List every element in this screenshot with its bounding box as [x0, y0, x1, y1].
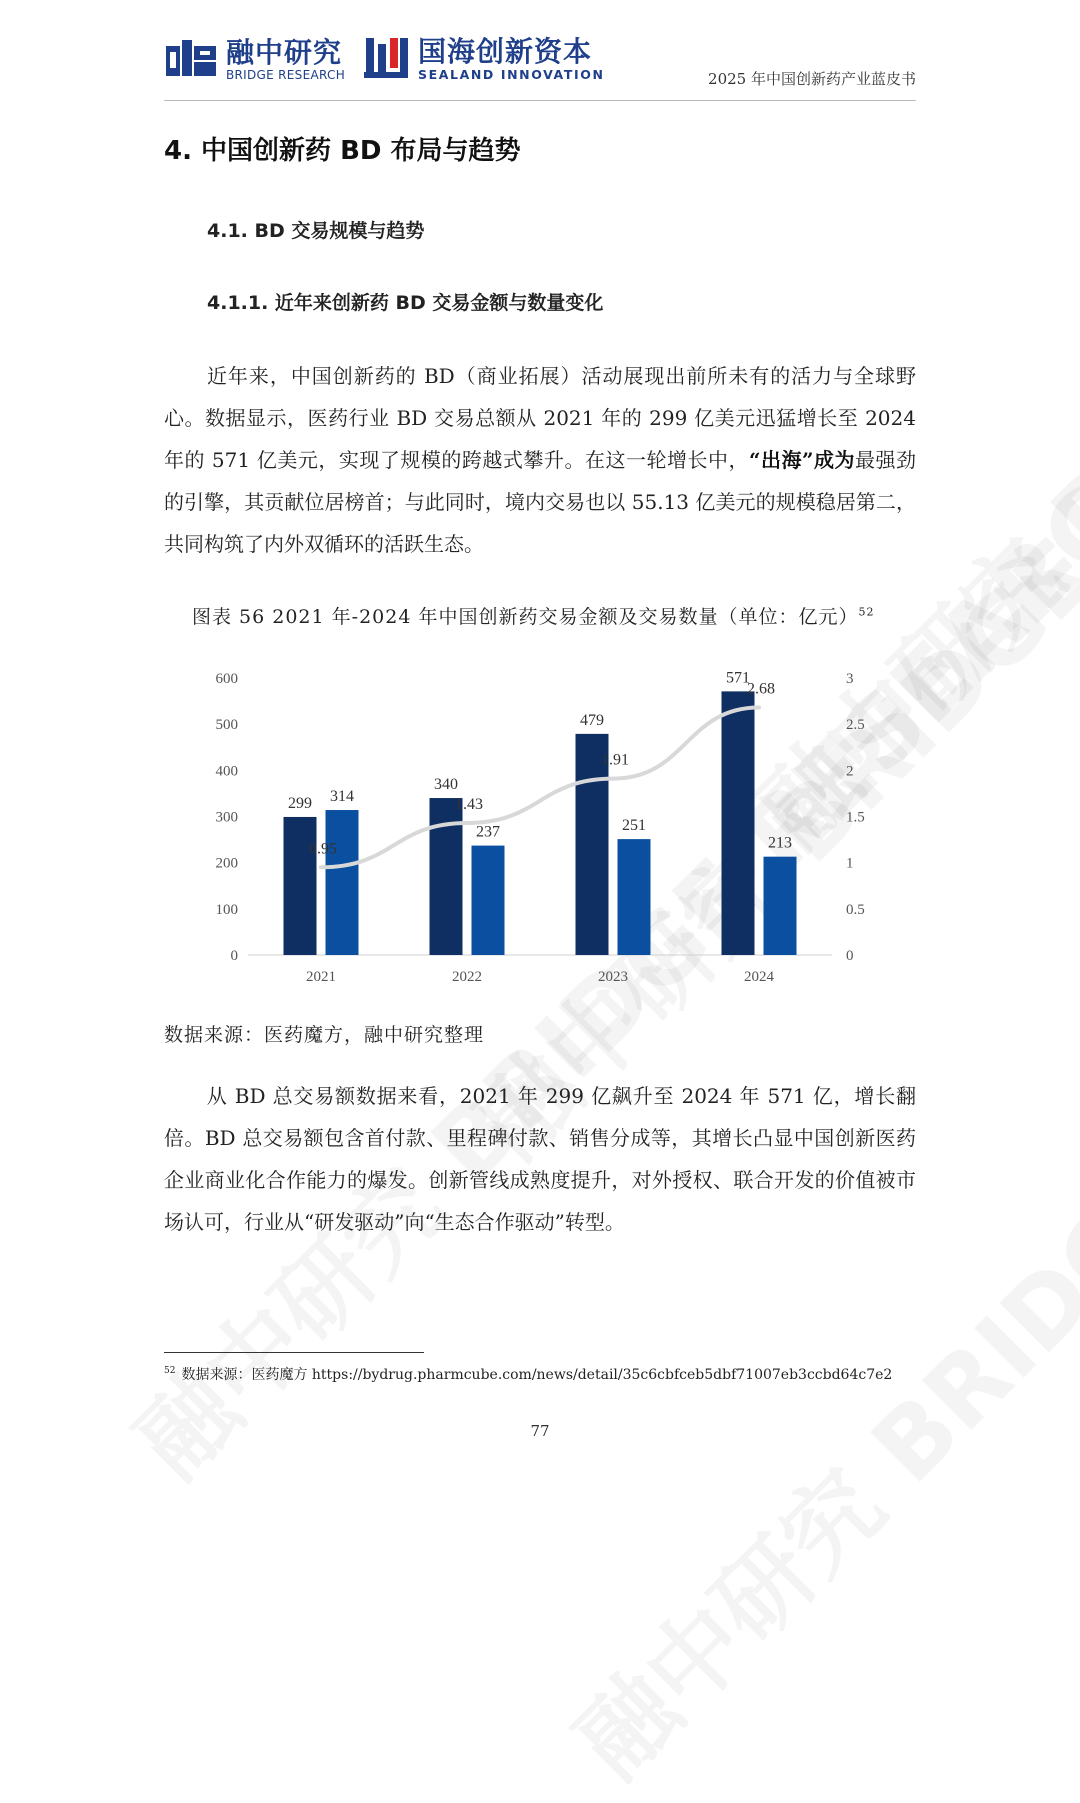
- bar-value-label: 340: [434, 776, 458, 794]
- x-axis-tick-label: 2023: [598, 969, 628, 985]
- y2-axis-tick-label: 1.5: [846, 809, 865, 826]
- y2-axis-tick-label: 2: [846, 763, 854, 780]
- header-divider: [164, 100, 916, 101]
- line-value-label: 1.91: [601, 751, 629, 769]
- page-number: 77: [530, 1422, 550, 1440]
- bar-value-label: 571: [726, 669, 750, 687]
- bar-value-label: 251: [622, 817, 646, 835]
- bridge-research-logo: [164, 38, 345, 82]
- figure-caption: [192, 602, 874, 629]
- paragraph-2-text: 从 BD 总交易额数据来看，2021 年 299 亿飙升至 2024 年 571 亿，增长翻倍。BD 总交易额包含首付款、里程碑付款、销售分成等，其增长凸显中国创新医药企业商业化合作能力的爆发。创新管线成熟度提升，对外授权、联合开发的价值被市场认可，行业从“研发驱动”向“生态合作驱动”转型。: [164, 1084, 916, 1234]
- subsection-heading: 4.1. BD 交易规模与趋势: [207, 220, 425, 242]
- bar: [472, 846, 505, 955]
- sealand-name-cn: 国海创新资本: [418, 34, 593, 68]
- bridge-research-name-cn: 融中研究: [226, 36, 343, 69]
- y-axis-tick-label: 400: [215, 763, 238, 780]
- paragraph-1-part1: 近年来，中国创新药的 BD（商业拓展）活动展现出前所未有的活力与全球野心。数据显示，医药行业 BD 交易总额从 2021 年的 299 亿美元迅猛增长至 2024 年的 571 亿美元，实现了规模的跨越式攀升。在这一轮增长中，: [164, 364, 916, 472]
- y-axis-tick-label: 600: [215, 671, 238, 687]
- y2-axis-tick-label: 0.5: [846, 901, 865, 918]
- footnote-text: 数据来源：医药魔方 https://bydrug.pharmcube.com/news/detail/35c6cbfceb5dbf71007eb3ccbd64c7e2: [181, 1367, 893, 1383]
- bar: [722, 691, 755, 955]
- y-axis-tick-label: 500: [215, 717, 238, 734]
- paragraph-1-bold: “出海”成为: [748, 448, 855, 472]
- bar: [618, 839, 651, 955]
- sealand-name-en: SEALAND INNOVATION: [418, 66, 605, 82]
- x-axis-tick-label: 2024: [744, 969, 774, 985]
- x-axis-tick-label: 2021: [306, 969, 336, 985]
- y-axis-tick-label: 0: [230, 948, 238, 964]
- paragraph-1-part2: 最强劲的引擎，其贡献位居榜首；与此同时，境内交易也以 55.13 亿美元的规模稳居第二，共同构筑了内外双循环的活跃生态。: [164, 448, 917, 556]
- bar: [764, 857, 797, 955]
- y-axis-tick-label: 200: [215, 855, 238, 872]
- line-value-label: 2.68: [747, 680, 775, 698]
- footnote-divider: [164, 1352, 424, 1353]
- bar-value-label: 237: [476, 823, 500, 841]
- bar-value-label: 479: [580, 711, 604, 729]
- footnote: [164, 1364, 892, 1384]
- bar-value-label: 314: [330, 788, 354, 806]
- bd-transaction-chart: [200, 660, 880, 1000]
- x-axis-tick-label: 2022: [452, 969, 482, 985]
- y2-axis-tick-label: 0: [846, 948, 854, 964]
- bar-value-label: 299: [288, 794, 312, 812]
- y-axis-tick-label: 300: [215, 809, 238, 826]
- page-header: [164, 32, 916, 92]
- sealand-innovation-logo: [362, 36, 605, 82]
- bar: [326, 810, 359, 955]
- footnote-number: 52: [164, 1366, 176, 1377]
- sealand-innovation-logo-icon: [362, 36, 410, 82]
- figure-caption-footnote-ref: 52: [858, 605, 875, 619]
- y-axis-tick-label: 100: [215, 901, 238, 918]
- y2-axis-tick-label: 2.5: [846, 717, 865, 734]
- y2-axis-tick-label: 3: [846, 671, 854, 687]
- book-title: 2025 年中国创新药产业蓝皮书: [708, 70, 916, 88]
- body-paragraph-1: [164, 355, 916, 565]
- bar: [284, 817, 317, 955]
- bridge-research-logo-icon: [164, 38, 220, 82]
- y2-axis-tick-label: 1: [846, 855, 854, 872]
- line-value-label: 1.43: [455, 795, 483, 813]
- subsubsection-heading: 4.1.1. 近年来创新药 BD 交易金额与数量变化: [207, 292, 604, 314]
- figure-source: 数据来源：医药魔方，融中研究整理: [164, 1024, 485, 1046]
- figure-caption-text: 图表 56 2021 年-2024 年中国创新药交易金额及交易数量（单位：亿元）: [192, 606, 859, 628]
- body-paragraph-2: [164, 1075, 916, 1243]
- transaction-count-line: [321, 708, 759, 868]
- section-heading: 4. 中国创新药 BD 布局与趋势: [164, 136, 521, 166]
- bar-value-label: 213: [768, 834, 792, 852]
- line-value-label: 0.95: [309, 840, 337, 858]
- bridge-research-name-en: BRIDGE RESEARCH: [226, 68, 346, 82]
